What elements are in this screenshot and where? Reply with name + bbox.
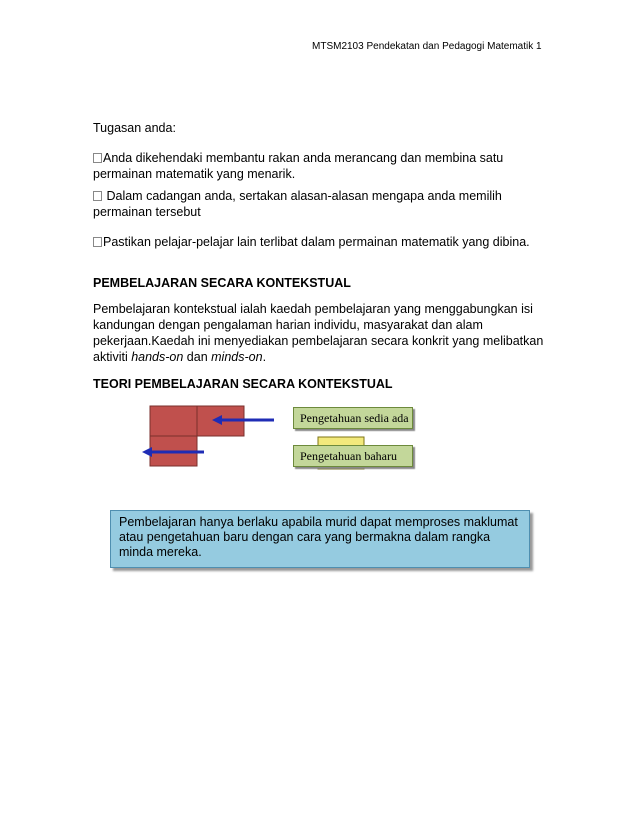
- existing-knowledge-box: Pengetahuan sedia ada: [293, 407, 413, 429]
- running-header: MTSM2103 Pendekatan dan Pedagogi Matematik 1: [312, 41, 542, 52]
- task-item-1: [93, 150, 553, 182]
- minds-on-term: minds-on: [211, 350, 263, 364]
- bullet-icon: [93, 153, 102, 163]
- paragraph-conjunction: dan: [183, 350, 212, 364]
- task-text-3: Pastikan pelajar-pelajar lain terlibat dalam permainan matematik yang dibina.: [103, 235, 530, 249]
- task-text-2: Dalam cadangan anda, sertakan alasan-alasan mengapa anda memilih permainan tersebut: [93, 189, 502, 219]
- section-heading-theory: TEORI PEMBELAJARAN SECARA KONTEKSTUAL: [93, 377, 393, 391]
- knowledge-blocks: [150, 406, 244, 466]
- task-item-2: [93, 188, 553, 220]
- new-knowledge-box: Pengetahuan baharu: [293, 445, 413, 467]
- paragraph-end: .: [262, 350, 267, 364]
- task-item-3: [93, 234, 563, 250]
- learning-note-box: Pembelajaran hanya berlaku apabila murid dapat memproses maklumat atau pengetahuan baru dengan cara yang bermakna dalam rangka minda mereka.: [110, 510, 530, 568]
- bullet-icon: [93, 191, 102, 201]
- task-text-1: Anda dikehendaki membantu rakan anda merancang dan membina satu permainan matematik yang menarik.: [93, 151, 504, 181]
- block-top-left: [150, 406, 197, 436]
- bullet-icon: [93, 237, 102, 247]
- section-heading-contextual: PEMBELAJARAN SECARA KONTEKSTUAL: [93, 276, 351, 290]
- section-paragraph-contextual: [93, 301, 555, 365]
- paragraph-text: Pembelajaran kontekstual ialah kaedah pembelajaran yang menggabungkan isi kandungan dengan pengalaman harian individu, masyarakat dan alam pekerjaan.Kaedah ini menyediakan pembelajaran secara konkrit yang melibatkan aktiviti: [93, 302, 544, 364]
- tasks-title: Tugasan anda:: [93, 121, 176, 135]
- hands-on-term: hands-on: [131, 350, 184, 364]
